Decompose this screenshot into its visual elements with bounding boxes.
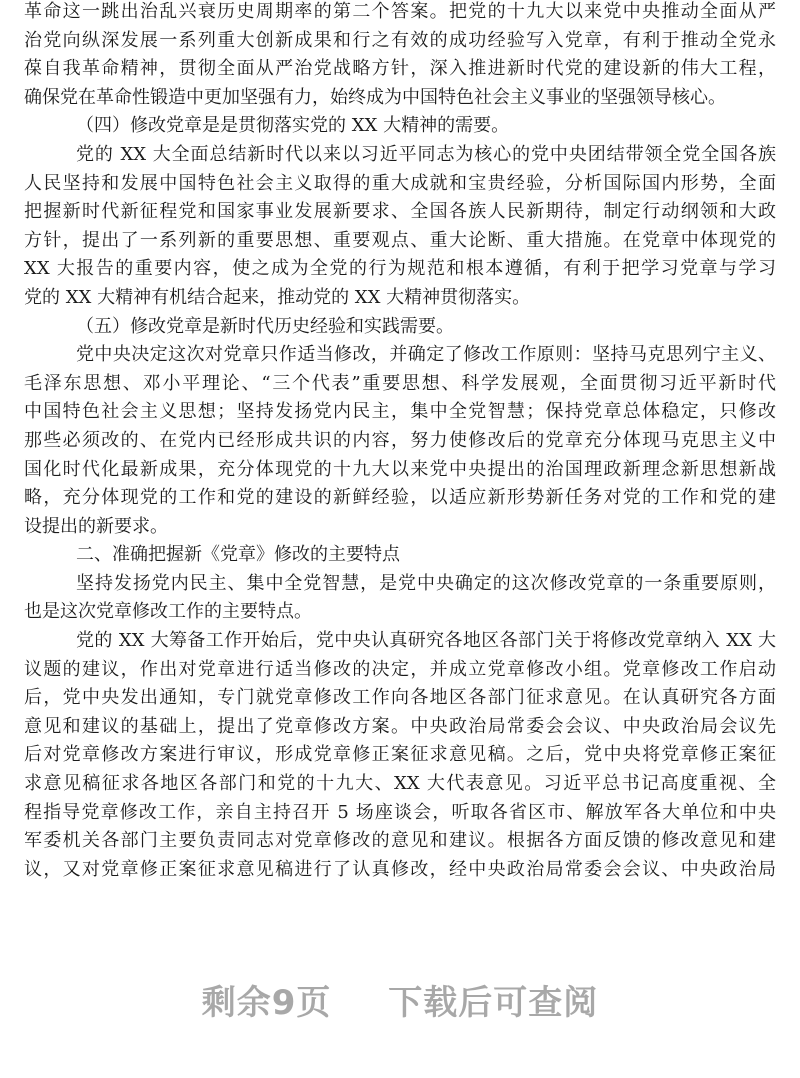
text-line: 党的 XX 大筹备工作开始后，党中央认真研究各地区各部门关于将修改党章纳入 XX 大 <box>76 630 776 652</box>
paragraph <box>24 627 776 884</box>
paragraph <box>24 541 776 570</box>
text-line: 军委机关各部门主要负责同志对党章修改的意见和建议。根据各方面反馈的修改意见和建 <box>24 830 776 852</box>
text-line: 二、准确把握新《党章》修改的主要特点 <box>76 544 400 566</box>
text-line: 党中央决定这次对党章只作适当修改，并确定了修改工作原则：坚持马克思列宁主义、 <box>76 344 776 366</box>
download-to-view-label[interactable]: 下载后可查阅 <box>388 983 599 1023</box>
text-line: 葆自我革命精神，贯彻全面从严治党战略方针，深入推进新时代党的建设新的伟大工程， <box>24 58 776 80</box>
text-line: 革命这一跳出治乱兴衰历史周期率的第二个答案。把党的十九大以来党中央推动全面从严 <box>24 1 776 22</box>
text-line: XX 大报告的重要内容，使之成为全党的行为规范和根本遵循，有利于把学习党章与学习 <box>24 258 776 280</box>
text-line: 设提出的新要求。 <box>24 515 168 537</box>
text-line: （五）修改党章是新时代历史经验和实践需要。 <box>76 315 454 337</box>
text-line: 意见和建议的基础上，提出了党章修改方案。中央政治局常委会会议、中央政治局会议先 <box>24 715 776 737</box>
paragraph <box>24 570 776 627</box>
text-line: （四）修改党章是是贯彻落实党的 XX 大精神的需要。 <box>76 115 510 137</box>
text-line: 国化时代化最新成果，充分体现党的十九大以来党中央提出的治国理政新理念新思想新战 <box>24 458 776 480</box>
text-line: 把握新时代新征程党和国家事业发展新要求、全国各族人民新期待，制定行动纲领和大政 <box>24 201 776 223</box>
paragraph <box>24 112 776 141</box>
remaining-pages-label[interactable]: 剩余9页 <box>201 983 332 1023</box>
text-line: 也是这次党章修改工作的主要特点。 <box>24 601 312 623</box>
paragraph <box>24 141 776 313</box>
text-line: 毛泽东思想、邓小平理论、“三个代表”重要思想、科学发展观，全面贯彻习近平新时代 <box>24 372 776 394</box>
text-line: 那些必须改的、在党内已经形成共识的内容，努力使修改后的党章充分体现马克思主义中 <box>24 429 776 451</box>
document-body <box>24 0 776 884</box>
text-line: 治党向纵深发展一系列重大创新成果和行之有效的成功经验写入党章，有利于推动全党永 <box>24 29 776 51</box>
text-line: 坚持发扬党内民主、集中全党智慧，是党中央确定的这次修改党章的一条重要原则， <box>76 572 776 594</box>
paragraph <box>24 0 776 112</box>
paragraph <box>24 341 776 541</box>
text-line: 后对党章修改方案进行审议，形成党章修正案征求意见稿。之后，党中央将党章修正案征 <box>24 744 776 766</box>
text-line: 中国特色社会主义思想；坚持发扬党内民主，集中全党智慧；保持党章总体稳定，只修改 <box>24 401 776 423</box>
text-line: 党的 XX 大全面总结新时代以来以习近平同志为核心的党中央团结带领全党全国各族 <box>76 143 776 165</box>
text-line: 略，充分体现党的工作和党的建设的新鲜经验，以适应新形势新任务对党的工作和党的建 <box>24 487 776 509</box>
text-line: 议，又对党章修正案征求意见稿进行了认真修改，经中央政治局常委会会议、中央政治局 <box>24 858 776 880</box>
text-line: 确保党在革命性锻造中更加坚强有力，始终成为中国特色社会主义事业的坚强领导核心。 <box>24 86 726 108</box>
text-line: 求意见稿征求各地区各部门和党的十九大、XX 大代表意见。习近平总书记高度重视、全 <box>24 773 776 795</box>
text-line: 议题的建议，作出对党章进行适当修改的决定，并成立党章修改小组。党章修改工作启动 <box>24 658 776 680</box>
text-line: 人民坚持和发展中国特色社会主义取得的重大成就和宝贵经验，分析国际国内形势，全面 <box>24 172 776 194</box>
text-line: 程指导党章修改工作，亲自主持召开 5 场座谈会，听取各省区市、解放军各大单位和中央 <box>24 801 776 823</box>
paragraph <box>24 313 776 342</box>
download-prompt[interactable] <box>0 975 800 1024</box>
text-line: 方针，提出了一系列新的重要思想、重要观点、重大论断、重大措施。在党章中体现党的 <box>24 229 776 251</box>
text-line: 党的 XX 大精神有机结合起来，推动党的 XX 大精神贯彻落实。 <box>24 286 531 308</box>
text-line: 后，党中央发出通知，专门就党章修改工作向各地区各部门征求意见。在认真研究各方面 <box>24 687 776 709</box>
